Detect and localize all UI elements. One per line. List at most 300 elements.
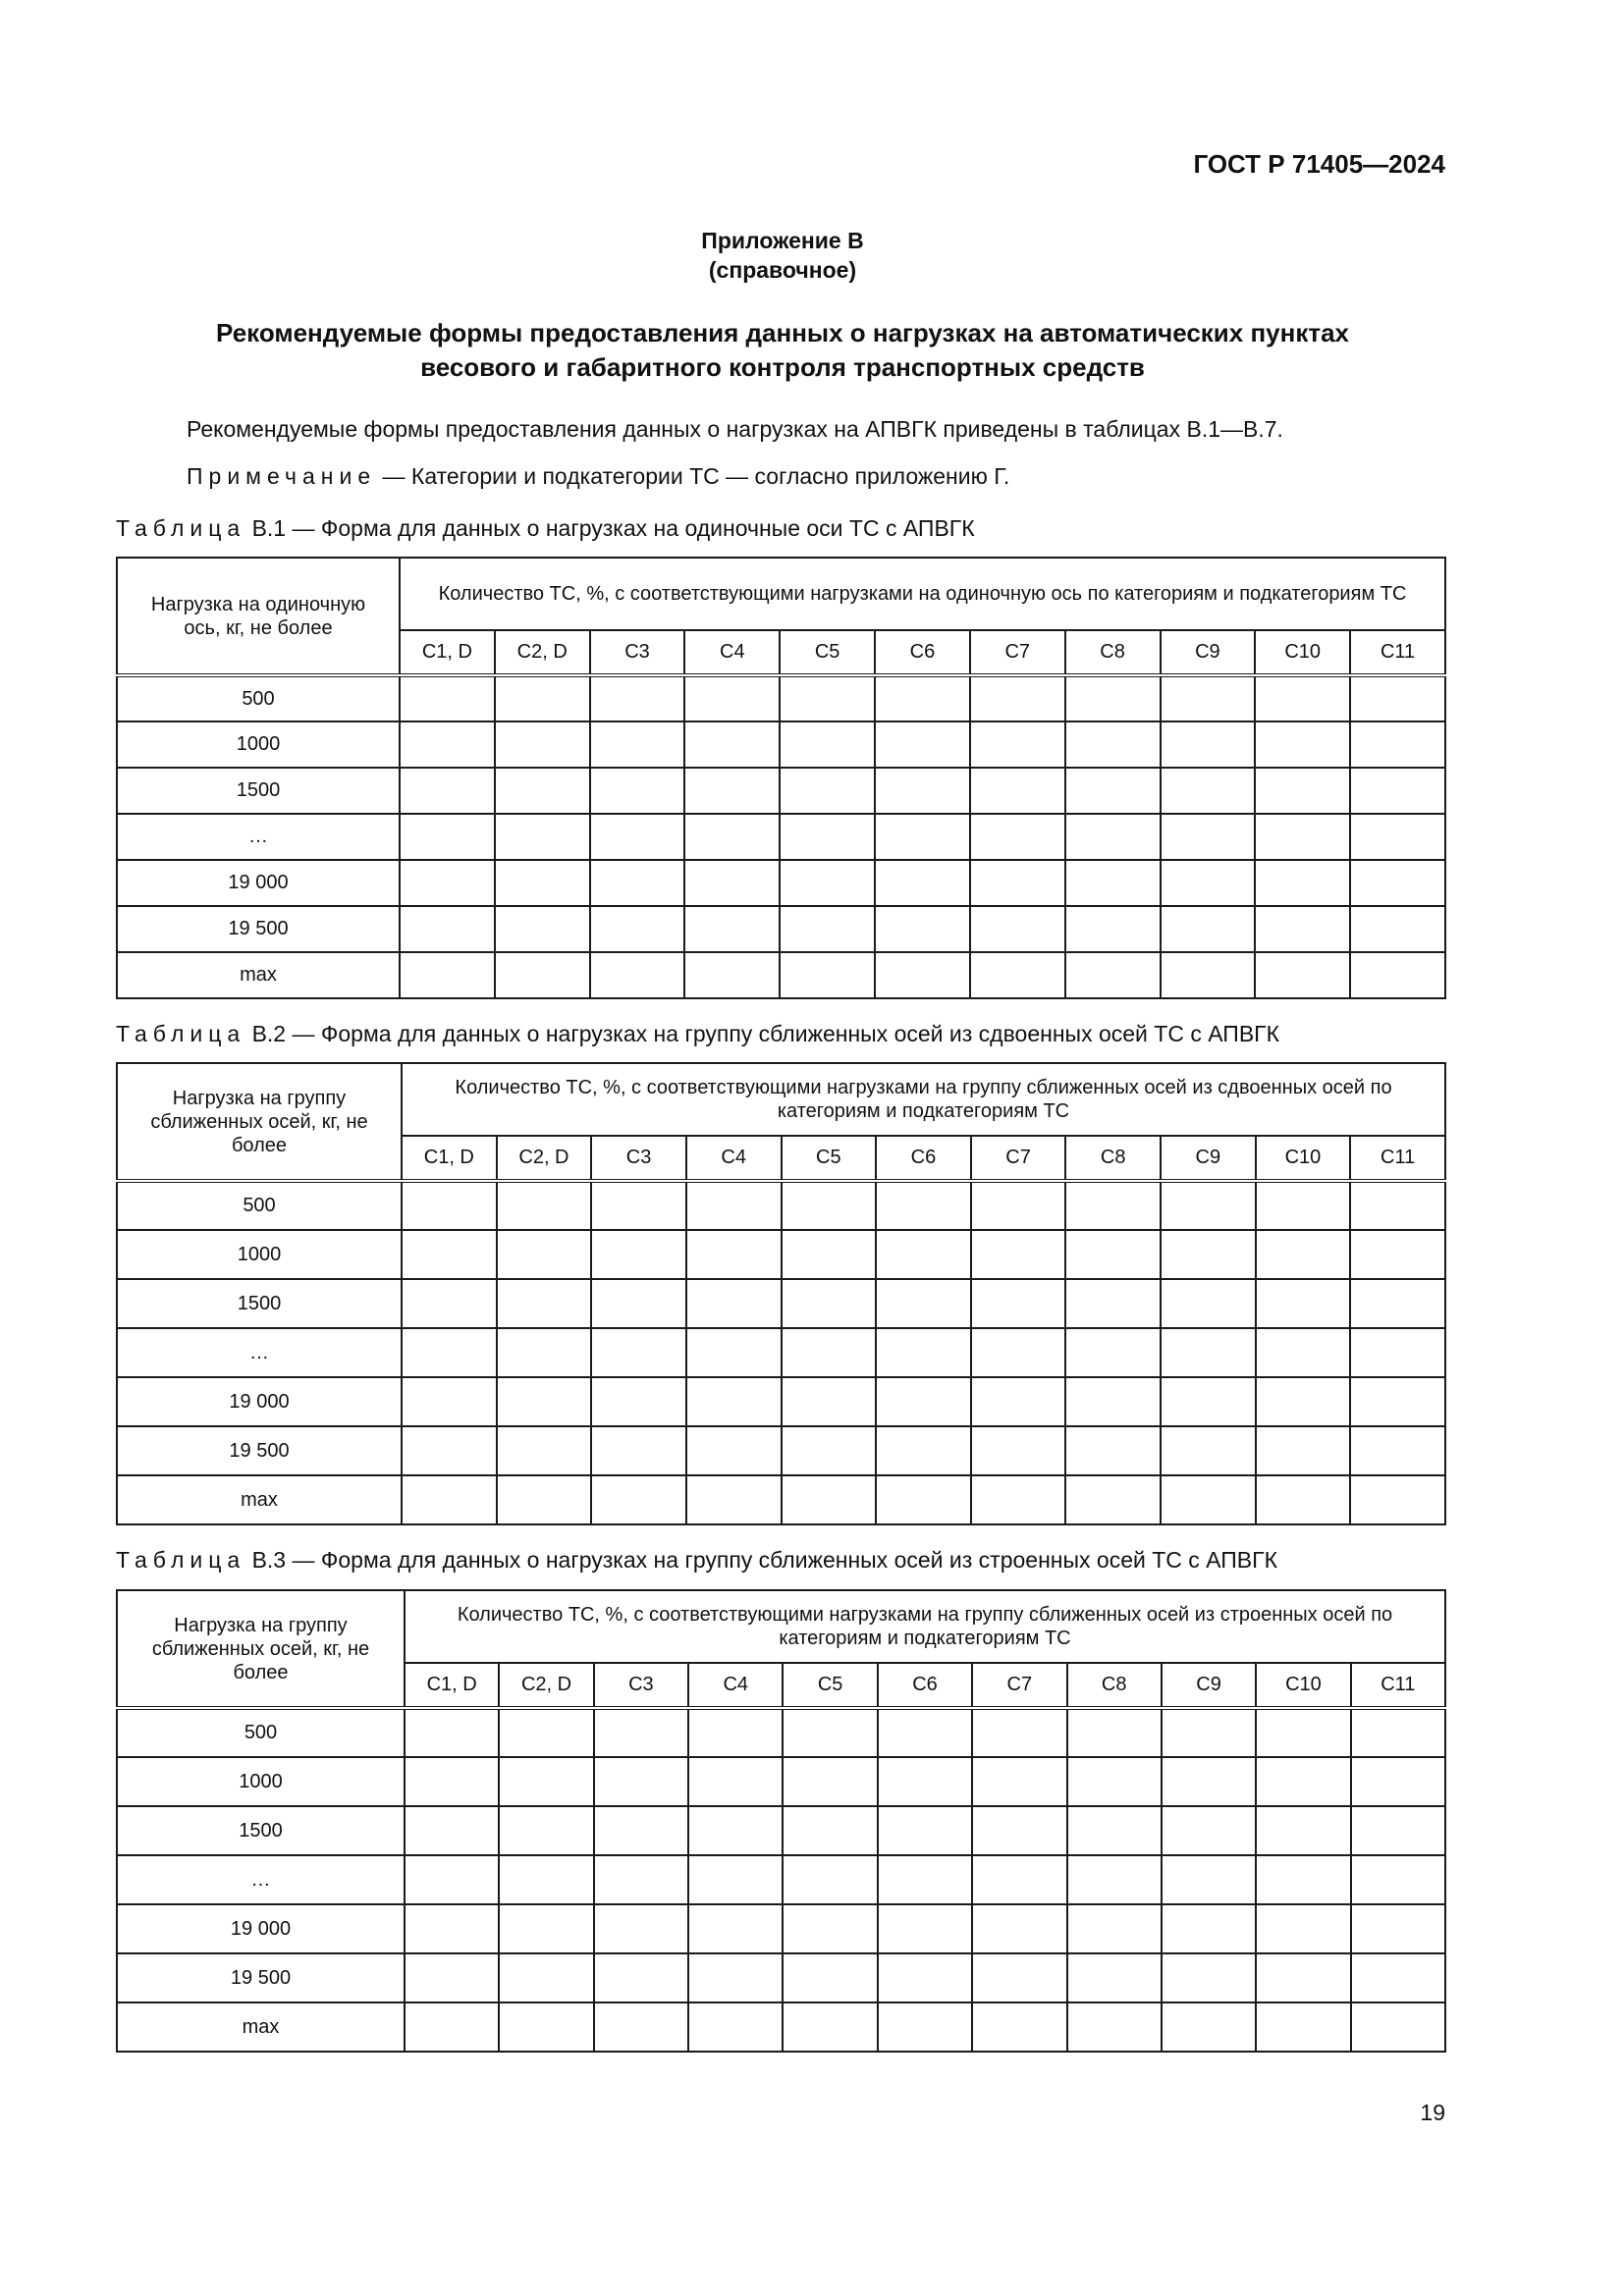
- data-cell: [782, 1230, 877, 1279]
- table-label: Таблица: [116, 1547, 246, 1573]
- category-header: С4: [684, 630, 780, 675]
- data-cell: [497, 1279, 592, 1328]
- side-header: Нагрузка на группу сближенных осей, кг, не более: [117, 1590, 405, 1708]
- data-cell: [878, 1708, 972, 1757]
- row-load-label: 500: [117, 1181, 402, 1230]
- data-cell: [878, 1806, 972, 1855]
- data-cell: [783, 1708, 877, 1757]
- note-label: Примечание: [187, 463, 377, 489]
- data-cell: [972, 1708, 1066, 1757]
- category-header: С2, D: [497, 1136, 592, 1181]
- data-cell: [499, 1708, 593, 1757]
- data-cell: [1256, 1181, 1351, 1230]
- data-cell: [1161, 768, 1256, 814]
- data-cell: [499, 1953, 593, 2002]
- data-cell: [594, 2002, 688, 2052]
- row-load-label: 1000: [117, 1230, 402, 1279]
- data-cell: [499, 1806, 593, 1855]
- data-cell: [400, 860, 495, 906]
- data-cell: [400, 721, 495, 768]
- data-cell: [875, 814, 970, 860]
- data-cell: [783, 2002, 877, 2052]
- category-header: С11: [1351, 1663, 1445, 1708]
- data-cell: [876, 1230, 971, 1279]
- data-cell: [402, 1426, 497, 1475]
- data-cell: [1351, 1757, 1445, 1806]
- data-cell: [497, 1181, 592, 1230]
- data-cell: [495, 768, 590, 814]
- table-row: [117, 768, 1445, 814]
- data-cell: [1161, 814, 1256, 860]
- data-cell: [1350, 1230, 1445, 1279]
- table-row: [117, 1328, 1445, 1377]
- data-cell: [1351, 1806, 1445, 1855]
- data-cell: [1256, 1806, 1350, 1855]
- data-cell: [688, 1708, 783, 1757]
- data-cell: [1065, 721, 1161, 768]
- data-cell: [971, 1426, 1066, 1475]
- data-cell: [970, 721, 1065, 768]
- data-cell: [400, 952, 495, 998]
- data-cell: [686, 1475, 782, 1524]
- data-cell: [499, 2002, 593, 2052]
- document-title: [118, 316, 1447, 385]
- table-caption: [116, 1547, 1277, 1574]
- data-cell: [876, 1328, 971, 1377]
- data-cell: [972, 1806, 1066, 1855]
- data-cell: [684, 675, 780, 721]
- data-cell: [970, 952, 1065, 998]
- data-cell: [1256, 1953, 1350, 2002]
- category-header: С1, D: [400, 630, 495, 675]
- data-cell: [1350, 814, 1445, 860]
- data-cell: [499, 1757, 593, 1806]
- table-row: [117, 952, 1445, 998]
- category-header: С10: [1256, 1136, 1351, 1181]
- data-cell: [876, 1279, 971, 1328]
- data-cell: [1067, 1953, 1162, 2002]
- data-cell: [405, 1953, 499, 2002]
- row-load-label: max: [117, 1475, 402, 1524]
- data-cell: [400, 675, 495, 721]
- data-cell: [1351, 1855, 1445, 1904]
- category-header: С1, D: [405, 1663, 499, 1708]
- data-cell: [780, 860, 875, 906]
- note: [187, 463, 1009, 490]
- data-cell: [405, 2002, 499, 2052]
- data-cell: [876, 1426, 971, 1475]
- row-load-label: 19 500: [117, 1953, 405, 2002]
- data-cell: [495, 721, 590, 768]
- table-row: [117, 1708, 1445, 1757]
- table-row: [117, 1230, 1445, 1279]
- data-cell: [1161, 952, 1256, 998]
- table-row: [117, 675, 1445, 721]
- table-row: [117, 1181, 1445, 1230]
- data-cell: [1162, 2002, 1256, 2052]
- data-cell: [686, 1230, 782, 1279]
- data-cell: [1065, 906, 1161, 952]
- data-cell: [1350, 721, 1445, 768]
- data-cell: [971, 1181, 1066, 1230]
- data-cell: [1255, 675, 1350, 721]
- category-header: С6: [876, 1136, 971, 1181]
- table-row: [117, 814, 1445, 860]
- data-cell: [972, 1904, 1066, 1953]
- data-cell: [875, 675, 970, 721]
- table-row: [117, 1757, 1445, 1806]
- top-header: Количество ТС, %, с соответствующими нагрузками на одиночную ось по категориям и подкатегориям ТС: [400, 558, 1445, 630]
- data-cell: [878, 1757, 972, 1806]
- data-cell: [876, 1475, 971, 1524]
- data-cell: [1067, 1904, 1162, 1953]
- data-cell: [1161, 1377, 1256, 1426]
- data-cell: [970, 860, 1065, 906]
- data-cell: [972, 1757, 1066, 1806]
- table-row: [117, 1377, 1445, 1426]
- data-cell: [1255, 721, 1350, 768]
- data-cell: [1255, 814, 1350, 860]
- row-load-label: 1500: [117, 768, 400, 814]
- intro-paragraph: Рекомендуемые формы предоставления данных о нагрузках на АПВГК приведены в таблицах В.1—В.7.: [187, 416, 1283, 442]
- data-cell: [1162, 1953, 1256, 2002]
- data-cell: [684, 860, 780, 906]
- data-cell: [1350, 906, 1445, 952]
- table-row: [117, 1279, 1445, 1328]
- page-number: 19: [1420, 2100, 1445, 2125]
- data-cell: [688, 1757, 783, 1806]
- data-cell: [405, 1904, 499, 1953]
- category-header: С11: [1350, 1136, 1445, 1181]
- data-cell: [782, 1377, 877, 1426]
- category-header: С4: [686, 1136, 782, 1181]
- table-caption-text: В.2 — Форма для данных о нагрузках на группу сближенных осей из сдвоенных осей ТС с АПВГК: [245, 1021, 1280, 1046]
- data-cell: [1161, 1279, 1256, 1328]
- data-cell: [590, 814, 685, 860]
- data-cell: [591, 1181, 686, 1230]
- data-cell: [1065, 1377, 1161, 1426]
- row-load-label: 500: [117, 675, 400, 721]
- data-cell: [405, 1806, 499, 1855]
- data-cell: [684, 768, 780, 814]
- data-cell: [1161, 1328, 1256, 1377]
- data-cell: [1067, 1806, 1162, 1855]
- data-cell: [1162, 1708, 1256, 1757]
- category-header: С6: [878, 1663, 972, 1708]
- load-table-b2: [116, 1062, 1446, 1525]
- table-row: [117, 721, 1445, 768]
- data-cell: [499, 1904, 593, 1953]
- category-header: С7: [972, 1663, 1066, 1708]
- row-load-label: max: [117, 952, 400, 998]
- row-load-label: 1500: [117, 1279, 402, 1328]
- row-load-label: 1500: [117, 1806, 405, 1855]
- data-cell: [1161, 675, 1256, 721]
- data-cell: [971, 1377, 1066, 1426]
- side-header: Нагрузка на группу сближенных осей, кг, не более: [117, 1063, 402, 1181]
- data-cell: [590, 906, 685, 952]
- data-cell: [590, 860, 685, 906]
- data-cell: [594, 1904, 688, 1953]
- data-cell: [402, 1328, 497, 1377]
- data-cell: [405, 1708, 499, 1757]
- data-cell: [878, 1855, 972, 1904]
- data-cell: [1256, 1475, 1351, 1524]
- data-cell: [782, 1279, 877, 1328]
- data-cell: [591, 1426, 686, 1475]
- data-cell: [499, 1855, 593, 1904]
- data-cell: [591, 1279, 686, 1328]
- table-caption: [116, 1021, 1279, 1047]
- data-cell: [780, 814, 875, 860]
- row-load-label: 19 500: [117, 906, 400, 952]
- load-table-b3: [116, 1589, 1446, 2053]
- data-cell: [405, 1757, 499, 1806]
- data-cell: [686, 1426, 782, 1475]
- data-cell: [684, 721, 780, 768]
- data-cell: [1256, 1855, 1350, 1904]
- data-cell: [1161, 906, 1256, 952]
- data-cell: [1350, 952, 1445, 998]
- data-cell: [782, 1475, 877, 1524]
- data-cell: [402, 1181, 497, 1230]
- category-header: С7: [971, 1136, 1066, 1181]
- data-cell: [1255, 860, 1350, 906]
- data-cell: [876, 1377, 971, 1426]
- data-cell: [1161, 860, 1256, 906]
- data-cell: [1161, 1426, 1256, 1475]
- category-header: С5: [782, 1136, 877, 1181]
- data-cell: [1067, 1757, 1162, 1806]
- data-cell: [783, 1806, 877, 1855]
- data-cell: [875, 721, 970, 768]
- row-load-label: 1000: [117, 1757, 405, 1806]
- data-cell: [688, 2002, 783, 2052]
- note-text: — Категории и подкатегории ТС — согласно приложению Г.: [376, 463, 1010, 489]
- data-cell: [780, 768, 875, 814]
- data-cell: [684, 814, 780, 860]
- table-row: [117, 860, 1445, 906]
- data-cell: [684, 952, 780, 998]
- data-cell: [686, 1377, 782, 1426]
- data-cell: [1161, 1230, 1256, 1279]
- data-cell: [402, 1279, 497, 1328]
- table-row: [117, 1475, 1445, 1524]
- row-load-label: …: [117, 814, 400, 860]
- data-cell: [688, 1806, 783, 1855]
- data-cell: [1350, 1279, 1445, 1328]
- data-cell: [400, 768, 495, 814]
- data-cell: [590, 952, 685, 998]
- data-cell: [402, 1475, 497, 1524]
- data-cell: [780, 675, 875, 721]
- data-cell: [1162, 1904, 1256, 1953]
- category-header: С1, D: [402, 1136, 497, 1181]
- table-caption-text: В.1 — Форма для данных о нагрузках на одиночные оси ТС с АПВГК: [245, 515, 975, 541]
- data-cell: [1065, 768, 1161, 814]
- data-cell: [972, 2002, 1066, 2052]
- category-header: С6: [875, 630, 970, 675]
- category-header: С11: [1350, 630, 1445, 675]
- data-cell: [1350, 1377, 1445, 1426]
- category-header: С7: [970, 630, 1065, 675]
- data-cell: [876, 1181, 971, 1230]
- data-cell: [970, 814, 1065, 860]
- data-cell: [1256, 1279, 1351, 1328]
- data-cell: [688, 1953, 783, 2002]
- data-cell: [688, 1855, 783, 1904]
- data-cell: [1256, 1426, 1351, 1475]
- data-cell: [591, 1377, 686, 1426]
- data-cell: [1161, 721, 1256, 768]
- category-header: С9: [1162, 1663, 1256, 1708]
- data-cell: [686, 1279, 782, 1328]
- data-cell: [1065, 1279, 1161, 1328]
- table-caption-text: В.3 — Форма для данных о нагрузках на группу сближенных осей из строенных осей ТС с АПВГК: [245, 1547, 1277, 1573]
- table-row: [117, 1953, 1445, 2002]
- category-header: С5: [783, 1663, 877, 1708]
- load-table-b1: [116, 557, 1446, 999]
- category-header: С3: [590, 630, 685, 675]
- data-cell: [1067, 1708, 1162, 1757]
- data-cell: [1065, 860, 1161, 906]
- data-cell: [783, 1953, 877, 2002]
- category-header: С3: [594, 1663, 688, 1708]
- data-cell: [1256, 1904, 1350, 1953]
- data-cell: [686, 1328, 782, 1377]
- table-row: [117, 1426, 1445, 1475]
- document-code: ГОСТ Р 71405—2024: [1193, 149, 1445, 179]
- data-cell: [402, 1230, 497, 1279]
- data-cell: [495, 675, 590, 721]
- data-cell: [1350, 1426, 1445, 1475]
- data-cell: [1162, 1757, 1256, 1806]
- document-title-line2: весового и габаритного контроля транспортных средств: [420, 352, 1145, 382]
- data-cell: [971, 1328, 1066, 1377]
- data-cell: [1065, 814, 1161, 860]
- annex-subtitle: (справочное): [708, 257, 857, 283]
- data-cell: [1162, 1806, 1256, 1855]
- data-cell: [590, 768, 685, 814]
- category-header: С2, D: [499, 1663, 593, 1708]
- data-cell: [405, 1855, 499, 1904]
- data-cell: [1351, 2002, 1445, 2052]
- category-header: С4: [688, 1663, 783, 1708]
- data-cell: [970, 675, 1065, 721]
- data-cell: [402, 1377, 497, 1426]
- data-cell: [590, 675, 685, 721]
- data-cell: [1256, 1757, 1350, 1806]
- data-cell: [590, 721, 685, 768]
- data-cell: [497, 1475, 592, 1524]
- data-cell: [1351, 1904, 1445, 1953]
- data-cell: [780, 952, 875, 998]
- data-cell: [591, 1475, 686, 1524]
- data-cell: [686, 1181, 782, 1230]
- data-cell: [684, 906, 780, 952]
- data-cell: [495, 906, 590, 952]
- table-caption: [116, 515, 975, 542]
- data-cell: [497, 1377, 592, 1426]
- category-header: С10: [1255, 630, 1350, 675]
- row-load-label: 19 500: [117, 1426, 402, 1475]
- data-cell: [875, 768, 970, 814]
- data-cell: [1255, 952, 1350, 998]
- data-cell: [971, 1475, 1066, 1524]
- row-load-label: 19 000: [117, 860, 400, 906]
- data-cell: [1256, 2002, 1350, 2052]
- data-cell: [1351, 1708, 1445, 1757]
- category-header: С10: [1256, 1663, 1350, 1708]
- data-cell: [878, 1904, 972, 1953]
- data-cell: [971, 1230, 1066, 1279]
- data-cell: [972, 1855, 1066, 1904]
- data-cell: [497, 1230, 592, 1279]
- top-header: Количество ТС, %, с соответствующими нагрузками на группу сближенных осей из строенных осей по категориям и подкатегориям ТС: [405, 1590, 1445, 1663]
- data-cell: [495, 814, 590, 860]
- data-cell: [970, 768, 1065, 814]
- data-cell: [782, 1426, 877, 1475]
- table-label: Таблица: [116, 515, 246, 541]
- data-cell: [594, 1757, 688, 1806]
- annex-title: Приложение В: [701, 228, 864, 253]
- data-cell: [1351, 1953, 1445, 2002]
- data-cell: [1065, 675, 1161, 721]
- table-row: [117, 2002, 1445, 2052]
- data-cell: [495, 952, 590, 998]
- data-cell: [783, 1757, 877, 1806]
- document-title-line1: Рекомендуемые формы предоставления данных о нагрузках на автоматических пунктах: [216, 318, 1349, 347]
- row-load-label: 1000: [117, 721, 400, 768]
- data-cell: [1350, 1181, 1445, 1230]
- table-row: [117, 906, 1445, 952]
- data-cell: [594, 1855, 688, 1904]
- data-cell: [591, 1328, 686, 1377]
- data-cell: [497, 1328, 592, 1377]
- data-cell: [782, 1328, 877, 1377]
- data-cell: [971, 1279, 1066, 1328]
- category-header: С9: [1161, 1136, 1256, 1181]
- data-cell: [1065, 1181, 1161, 1230]
- data-cell: [1067, 1855, 1162, 1904]
- data-cell: [1256, 1377, 1351, 1426]
- data-cell: [878, 1953, 972, 2002]
- data-cell: [970, 906, 1065, 952]
- data-cell: [783, 1904, 877, 1953]
- data-cell: [782, 1181, 877, 1230]
- data-cell: [875, 952, 970, 998]
- category-header: С9: [1161, 630, 1256, 675]
- data-cell: [688, 1904, 783, 1953]
- data-cell: [1065, 1230, 1161, 1279]
- data-cell: [780, 906, 875, 952]
- row-load-label: …: [117, 1328, 402, 1377]
- data-cell: [875, 860, 970, 906]
- data-cell: [1255, 906, 1350, 952]
- data-cell: [594, 1708, 688, 1757]
- data-cell: [1350, 768, 1445, 814]
- data-cell: [1350, 1475, 1445, 1524]
- data-cell: [1065, 1475, 1161, 1524]
- row-load-label: 500: [117, 1708, 405, 1757]
- side-header: Нагрузка на одиночную ось, кг, не более: [117, 558, 400, 675]
- table-row: [117, 1806, 1445, 1855]
- data-cell: [783, 1855, 877, 1904]
- category-header: С8: [1065, 630, 1161, 675]
- data-cell: [1065, 952, 1161, 998]
- data-cell: [1350, 675, 1445, 721]
- row-load-label: 19 000: [117, 1904, 405, 1953]
